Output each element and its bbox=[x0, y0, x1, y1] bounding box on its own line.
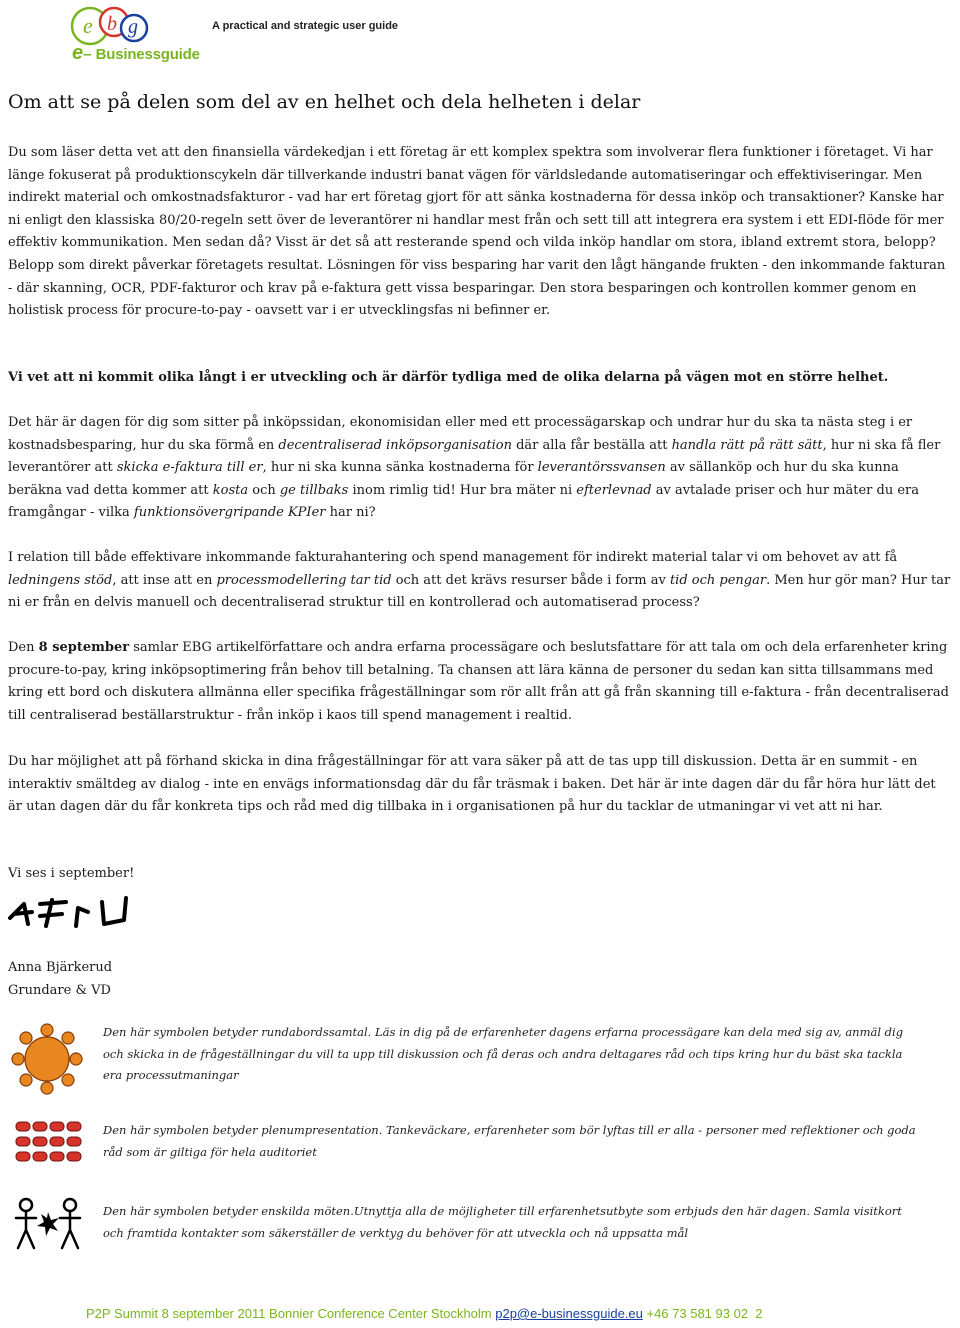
brand-prefix: e bbox=[72, 42, 84, 64]
footer-email-link[interactable]: p2p@e-businessguide.eu bbox=[495, 1306, 643, 1321]
logo-letter-e: e bbox=[83, 13, 93, 38]
p4-a: Den bbox=[8, 640, 39, 655]
tagline: A practical and strategic user guide bbox=[212, 20, 399, 32]
legend-roundtable-text: Den här symbolen betyder rundabordssamtal. Läs in dig på de erfarenheter dagens erfarna processägare kan dela med sig av, anmäl dig och skicka in de frågeställningar du vill ta upp till diskussion och få deras och andra deltagares råd och tips kring hur du bäst ska tackla era processutmaningar bbox=[103, 1025, 904, 1082]
p2-f: skicka e-faktura till er bbox=[116, 460, 263, 476]
paragraph-4 bbox=[8, 637, 953, 727]
footer-text: P2P Summit 8 september 2011 Bonnier Conference Center Stockholm bbox=[86, 1306, 496, 1321]
p2-h: leverantörssvansen bbox=[537, 460, 666, 476]
p2-d: handla rätt på rätt sätt bbox=[671, 437, 823, 453]
meeting-icon bbox=[12, 1196, 84, 1252]
p2-l: ge tillbaks bbox=[279, 482, 349, 498]
brand-dash: – bbox=[83, 46, 92, 63]
p3-c: , att inse att en bbox=[112, 572, 217, 588]
legend-meeting-text: Den här symbolen betyder enskilda möten.Utnyttja alla de möjligheter till erfarenhetsutbyte som erbjuds den här dagen. Samla visitkort och framtida kontakter som säkerställer de verktyg du behöver för att utveckla och nå uppsatta mål bbox=[103, 1204, 902, 1240]
p3-b: ledningens stöd bbox=[8, 572, 113, 588]
intro-text: Du som läser detta vet att den finansiella värdekedjan i ett företag är ett komplex spektra som involverar flera funktioner i företaget. Vi har länge fokuserat på produktionscykeln där tillverkande industri banat vägen för världsledande automatiseringar och effektiviseringar. Men indirekt material och omkostnadsfakturor - vad har ert företag gjort för att sänka kostnaderna för dessa inköp och transaktioner? Kanske har ni enligt den klassiska 80/20-regeln sett över de leverantörer ni handlar mest från och sett till att integrera era system i ett EDI-flöde för mer effektiv kommunikation. Men sedan då? Visst är det så att resterande spend och vilda inköp handlar om stora, ibland extremt stora, belopp? Belopp som direkt påverkar företagets resultat. Lösningen för viss besparing har varit den lågt hängande frukten - den inkommande fakturan - där skanning, OCR, PDF-fakturor och krav på e-faktura gett vissa besparingar. Den stora besparingen och kontrollen kommer genom en holistisk process för procure-to-pay - oavsett var i er utvecklingsfas ni befinner er. bbox=[8, 145, 946, 319]
p2-b: decentraliserad inköpsorganisation bbox=[278, 437, 512, 453]
p2-k: och bbox=[248, 482, 280, 498]
logo-letter-g: g bbox=[128, 16, 138, 38]
signature-block bbox=[8, 957, 112, 1002]
closing-line: Vi ses i september! bbox=[8, 866, 135, 881]
p2-e: , hur ni ska få fler leverantörer att bbox=[8, 437, 941, 476]
p2-o: av avtalade priser och hur mäter du era framgångar - vilka bbox=[8, 482, 919, 521]
highlight-paragraph: Vi vet att ni kommit olika långt i er utveckling och är därför tydliga med de olika delarna på vägen mot en större helhet. bbox=[8, 370, 889, 385]
p4-date: 8 september bbox=[38, 640, 130, 655]
p2-c: där alla får beställa att bbox=[511, 437, 672, 453]
roundtable-icon bbox=[10, 1022, 84, 1096]
brand-name bbox=[72, 42, 200, 65]
paragraph-2 bbox=[8, 412, 953, 525]
p4-c: samlar EBG artikelförfattare och andra erfarna processägare och beslutsfattare för att tala om och dela erfarenheter kring procure-to-pay, kring inköpsoptimering från behov till betalning. Ta chansen att lära känna de personer du sedan kan sitta tillsammans med kring ett bord och diskutera allmänna eller specifika frågeställningar som rör allt från att gå från skanning till e-faktura - från decentraliserad till centraliserad beställarstruktur - från inköp i kaos till spend management i realtid. bbox=[8, 640, 949, 723]
paragraph-5: Du har möjlighet att på förhand skicka in dina frågeställningar för att vara säker på att de tas upp till diskussion. Detta är en summit - en interaktiv smältdeg av dialog - inte en envägs informationsdag där du får träsmak i baken. Det här är inte dagen där du får höra hur lätt det är utan dagen där du får konkreta tips och råd med dig tillbaka in i organisationen på hur du tacklar de utmaningar vi vet att ni har. bbox=[8, 754, 936, 815]
p2-m: inom rimlig tid! Hur bra mäter ni bbox=[348, 482, 577, 498]
p3-f: tid och pengar bbox=[669, 572, 767, 588]
footer bbox=[86, 1306, 763, 1321]
p3-d: processmodellering tar tid bbox=[216, 572, 392, 588]
signer-role: Grundare & VD bbox=[8, 982, 111, 998]
legend-plenary-text: Den här symbolen betyder plenumpresentation. Tankeväckare, erfarenheter som bör lyftas till er alla - personer med reflektioner och goda råd som är giltiga för hela auditoriet bbox=[103, 1123, 916, 1159]
page-number: 2 bbox=[755, 1306, 763, 1321]
intro-paragraph bbox=[8, 142, 953, 323]
p2-a: Det här är dagen för dig som sitter på inköpssidan, ekonomisidan eller med ett processägarskap och undrar hur du ska ta nästa steg i er kostnadsbesparing, hur du ska förmå en bbox=[8, 415, 913, 453]
brand-word: Businessguide bbox=[95, 46, 200, 63]
p2-i: av sällanköp och hur du ska kunna beräkna vad detta kommer att bbox=[8, 460, 899, 498]
plenary-icon bbox=[14, 1120, 86, 1164]
logo-letter-b: b bbox=[107, 13, 117, 35]
p2-q: har ni? bbox=[325, 505, 376, 521]
page-title: Om att se på delen som del av en helhet och dela helheten i delar bbox=[8, 91, 641, 113]
signer-name: Anna Bjärkerud bbox=[8, 960, 113, 975]
footer-phone: +46 73 581 93 02 bbox=[642, 1306, 749, 1321]
p2-p: funktionsövergripande KPIer bbox=[133, 505, 326, 521]
p3-a: I relation till både effektivare inkommande fakturahantering och spend management för indirekt material talar vi om behovet av att få bbox=[8, 550, 898, 565]
p3-g: . Men hur gör man? Hur tar ni er från en delvis manuell och decentraliserad struktur till en kontrollerad och automatiserad process? bbox=[8, 572, 951, 611]
p2-j: kosta bbox=[212, 482, 249, 498]
header bbox=[60, 2, 440, 64]
p2-n: efterlevnad bbox=[576, 482, 652, 498]
paragraph-3 bbox=[8, 547, 953, 615]
p3-e: och att det krävs resurser både i form av bbox=[391, 572, 670, 588]
signature-image bbox=[6, 890, 146, 938]
p2-g: , hur ni ska kunna sänka kostnaderna för bbox=[262, 460, 538, 476]
